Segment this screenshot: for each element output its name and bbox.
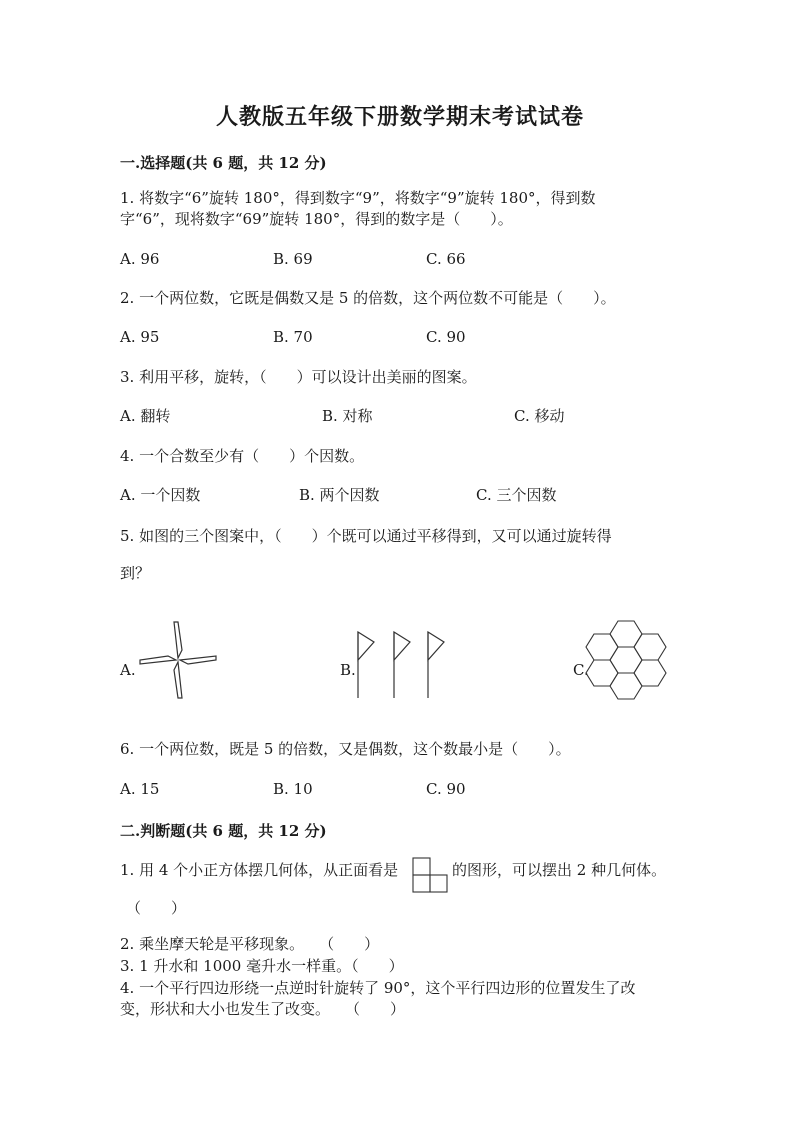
question-2-text: 2. 一个两位数，它既是偶数又是 5 的倍数，这个两位数不可能是（ ）。 <box>120 289 616 307</box>
question-3-text: 3. 利用平移，旋转，（ ）可以设计出美丽的图案。 <box>120 368 477 386</box>
question-1-option-a: A. 96 <box>120 250 160 268</box>
question-1-line-2: 字“6”，现将数字“69”旋转 180°，得到的数字是（ ）。 <box>120 210 513 228</box>
judgment-3-text: 3. 1 升水和 1000 毫升水一样重。（ ） <box>120 957 404 975</box>
judgment-1-blank: （ ） <box>126 899 187 917</box>
question-6-option-b: B. 10 <box>273 780 313 798</box>
cube-front-view-figure <box>412 857 448 893</box>
question-4-option-c: C. 三个因数 <box>476 486 557 504</box>
page-title: 人教版五年级下册数学期末考试试卷 <box>215 104 584 130</box>
question-4-option-b: B. 两个因数 <box>299 486 380 504</box>
question-1-option-b: B. 69 <box>273 250 313 268</box>
figure-label-c: C. <box>573 661 589 679</box>
question-4-text: 4. 一个合数至少有（ ）个因数。 <box>120 447 365 465</box>
judgment-4-line-1: 4. 一个平行四边形绕一点逆时针旋转了 90°，这个平行四边形的位置发生了改 <box>120 979 636 997</box>
question-3-option-b: B. 对称 <box>322 407 373 425</box>
judgment-1-text-after: 的图形，可以摆出 2 种几何体。 <box>452 861 667 879</box>
question-1-option-c: C. 66 <box>426 250 466 268</box>
question-1-line-1: 1. 将数字“6”旋转 180°，得到数字“9”，将数字“9”旋转 180°，得到数 <box>120 189 596 207</box>
question-3-option-a: A. 翻转 <box>120 407 171 425</box>
question-5-line-2: 到？ <box>120 564 151 582</box>
question-2-option-c: C. 90 <box>426 328 466 346</box>
question-2-option-b: B. 70 <box>273 328 313 346</box>
figure-label-b: B. <box>340 661 356 679</box>
question-5-line-1: 5. 如图的三个图案中，（ ）个既可以通过平移得到，又可以通过旋转得 <box>120 527 612 545</box>
question-6-option-c: C. 90 <box>426 780 466 798</box>
question-6-text: 6. 一个两位数，既是 5 的倍数，又是偶数，这个数最小是（ ）。 <box>120 740 571 758</box>
question-6-option-a: A. 15 <box>120 780 160 798</box>
hexagon-figure <box>586 618 666 700</box>
question-3-option-c: C. 移动 <box>514 407 565 425</box>
flags-figure <box>350 630 460 700</box>
question-2-option-a: A. 95 <box>120 328 160 346</box>
section-heading-choice: 一.选择题(共 6 题，共 12 分) <box>120 154 327 172</box>
question-4-option-a: A. 一个因数 <box>120 486 201 504</box>
windmill-figure <box>138 620 218 700</box>
figure-label-a: A. <box>120 661 136 679</box>
judgment-4-line-2: 变，形状和大小也发生了改变。 （ ） <box>120 1000 406 1018</box>
section-heading-judgment: 二.判断题(共 6 题，共 12 分) <box>120 822 327 840</box>
judgment-1-text-before: 1. 用 4 个小正方体摆几何体，从正面看是 <box>120 861 399 879</box>
judgment-2-text: 2. 乘坐摩天轮是平移现象。 （ ） <box>120 935 380 953</box>
